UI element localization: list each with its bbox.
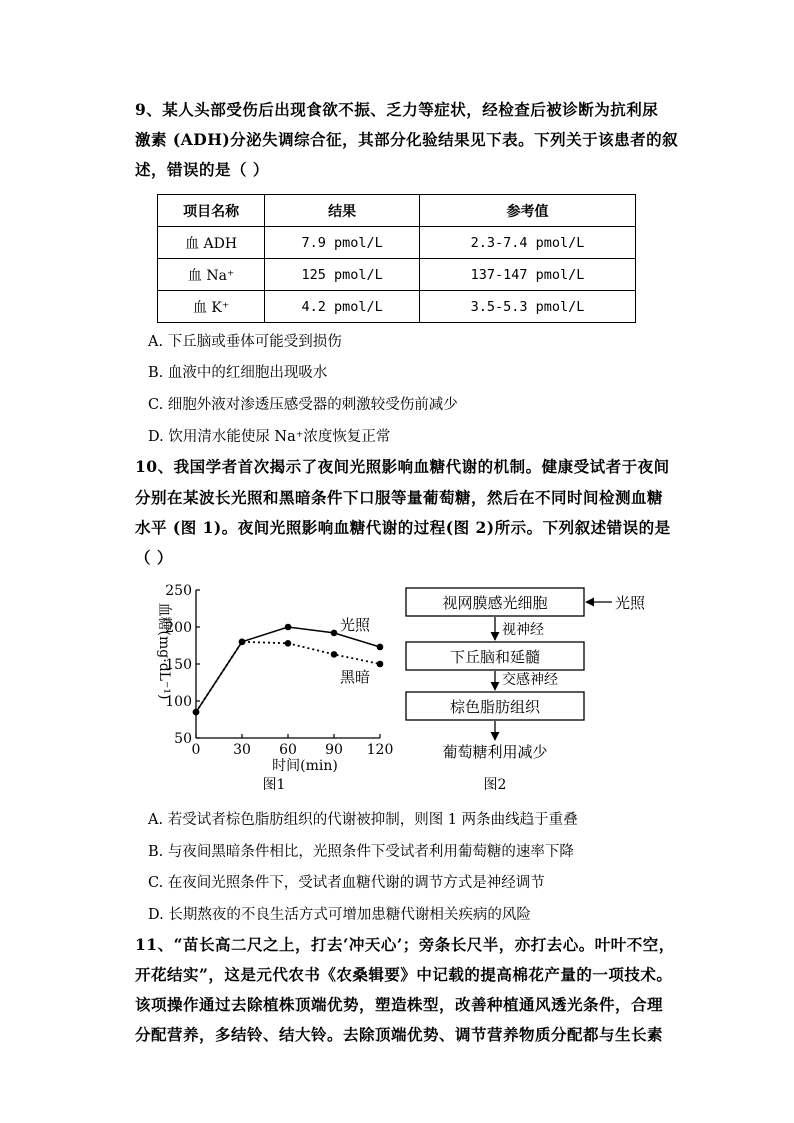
y-tick-label: 250 — [165, 583, 192, 599]
table-row — [158, 291, 636, 323]
x-tick-label: 30 — [233, 742, 251, 758]
data-point — [193, 709, 200, 716]
data-point — [377, 644, 384, 651]
y-tick-label: 200 — [165, 620, 192, 636]
q9-line-3: 述，错误的是（ ） — [135, 160, 269, 179]
data-point — [285, 624, 292, 631]
box-hypothalamus-label: 下丘脑和延髓 — [449, 648, 541, 666]
box-retina-label: 视网膜感光细胞 — [442, 594, 548, 612]
table-cell-result: 4.2 pmol/L — [265, 291, 420, 323]
blood-glucose-chart — [150, 576, 400, 796]
q11-line-3: 该项操作通过去除植株顶端优势，塑造株型，改善种植通风透光条件，合理 — [135, 995, 664, 1014]
q9-option-a: A. 下丘脑或垂体可能受到损伤 — [148, 334, 342, 350]
x-tick-label: 120 — [366, 742, 394, 758]
table-cell-result: 7.9 pmol/L — [265, 227, 420, 259]
x-tick-label: 90 — [325, 742, 343, 758]
series-label: 黑暗 — [339, 668, 370, 686]
data-point — [331, 630, 338, 637]
q9-line-2: 激素 (ADH)分泌失调综合征，其部分化验结果见下表。下列关于该患者的叙 — [135, 130, 679, 149]
table-header-row — [158, 195, 636, 227]
table-cell-item: 血 K⁺ — [158, 291, 265, 323]
lab-results-table — [157, 194, 636, 323]
q9-option-c: C. 细胞外液对渗透压感受器的刺激较受伤前减少 — [148, 397, 458, 413]
table-cell-ref: 137-147 pmol/L — [420, 259, 636, 291]
q10-line-1: 10、我国学者首次揭示了夜间光照影响血糖代谢的机制。健康受试者于夜间 — [135, 457, 670, 476]
y-tick-label: 50 — [174, 731, 192, 747]
q10-line-4: （ ） — [135, 548, 173, 567]
q10-line-3: 水平 (图 1)。夜间光照影响血糖代谢的过程(图 2)所示。下列叙述错误的是 — [135, 518, 671, 537]
flow-diagram — [400, 584, 660, 796]
optic-nerve-label: 视神经 — [502, 622, 544, 638]
box-brown-fat-label: 棕色脂肪组织 — [449, 698, 541, 716]
table-row — [158, 227, 636, 259]
q11-line-4: 分配营养，多结铃、结大铃。去除顶端优势、调节营养物质分配都与生长素 — [135, 1025, 664, 1044]
table-header: 参考值 — [420, 195, 636, 227]
x-tick-label: 60 — [279, 742, 297, 758]
q11-line-2: 开花结实”，这是元代农书《农桑辑要》中记载的提高棉花产量的一项技术。 — [135, 965, 673, 984]
table-cell-item: 血 Na⁺ — [158, 259, 265, 291]
data-point — [239, 639, 246, 646]
y-tick-label: 150 — [165, 657, 192, 673]
q10-option-d: D. 长期熬夜的不良生活方式可增加患糖代谢相关疾病的风险 — [148, 907, 531, 923]
data-point — [331, 651, 338, 658]
q10-line-2: 分别在某波长光照和黑暗条件下口服等量葡萄糖，然后在不同时间检测血糖 — [135, 488, 664, 507]
data-point — [285, 640, 292, 647]
series-label: 光照 — [339, 615, 370, 634]
q9-option-d: D. 饮用清水能使尿 Na⁺浓度恢复正常 — [148, 429, 391, 445]
q10-option-c: C. 在夜间光照条件下，受试者血糖代谢的调节方式是神经调节 — [148, 875, 545, 891]
table-cell-ref: 3.5-5.3 pmol/L — [420, 291, 636, 323]
chart-title: 图1 — [262, 777, 286, 793]
table-cell-result: 125 pmol/L — [265, 259, 420, 291]
q10-option-b: B. 与夜间黑暗条件相比，光照条件下受试者利用葡萄糖的速率下降 — [148, 844, 574, 860]
chart-y-label: 血糖(mg·dL⁻¹) — [156, 602, 172, 700]
x-tick-label: 0 — [191, 742, 201, 758]
y-tick-label: 100 — [165, 694, 192, 710]
light-label: 光照 — [615, 594, 646, 612]
table-header: 项目名称 — [158, 195, 265, 227]
table-header: 结果 — [265, 195, 420, 227]
table-cell-ref: 2.3-7.4 pmol/L — [420, 227, 636, 259]
q9-line-1: 9、某人头部受伤后出现食欲不振、乏力等症状，经检查后被诊断为抗利尿 — [135, 100, 659, 119]
q11-line-1: 11、“苗长高二尺之上，打去‘冲天心’；旁条长尺半，亦打去心。叶叶不空， — [135, 935, 675, 954]
q10-option-a: A. 若受试者棕色脂肪组织的代谢被抑制，则图 1 两条曲线趋于重叠 — [148, 812, 578, 828]
q9-option-b: B. 血液中的红细胞出现吸水 — [148, 365, 328, 381]
figure2-caption: 图2 — [483, 777, 507, 793]
output-label: 葡萄糖利用减少 — [442, 743, 548, 761]
chart-x-label: 时间(min) — [272, 758, 338, 774]
data-point — [377, 661, 384, 668]
table-row — [158, 259, 636, 291]
sympathetic-nerve-label: 交感神经 — [502, 672, 558, 688]
table-cell-item: 血 ADH — [158, 227, 265, 259]
